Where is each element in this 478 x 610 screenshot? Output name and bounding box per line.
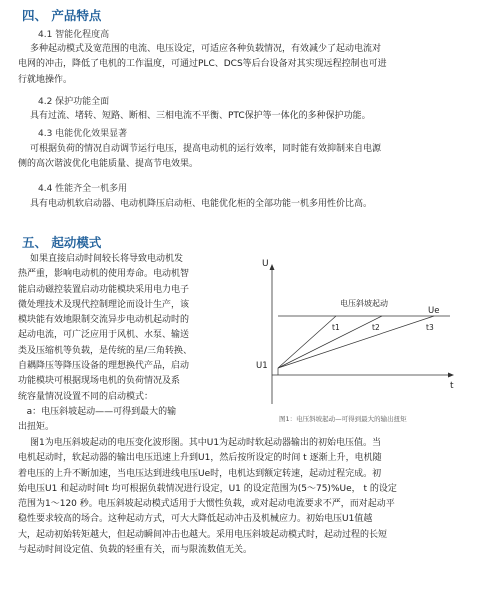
text-line: 行就地操作。 [18, 74, 73, 85]
ramp-t2 [278, 316, 382, 368]
paragraph-4-4 [30, 197, 372, 212]
text-line: 类及压缩机等负载，是传统的星/三角转换、 [18, 345, 193, 356]
text-line: 模块能有效地限制交流异步电动机起动时的 [18, 315, 190, 326]
text-line: 可根据负荷的情况自动调节运行电压，提高电动机的运行效率，同时能有效抑制来自电源 [30, 144, 382, 154]
text-line: 稳性要求较高的场合。这种起动方式，可大大降低起动冲击及机械应力。初始电压U1值越 [18, 514, 373, 525]
t-axis-arrow [448, 373, 454, 378]
text-line: 能启动磁控装置启动功能模块采用电力电子 [18, 284, 190, 295]
t1-label: t1 [332, 323, 340, 332]
text-line: 侧的高次谐波优化电能质量、提高节电效果。 [18, 159, 199, 170]
text-line: 电网的冲击，降低了电机的工作温度，可通过PLC、DCS等后台设备对其实现远程控制也可进 [18, 59, 387, 70]
u-axis-label: U [262, 259, 269, 269]
text-line: 电机起动时，软起动器的输出电压迅速上升到U1，然后按所设定的时间 t 逐渐上升，电机随 [18, 453, 382, 464]
text-line: 范围为1～120 秒。电压斜坡起动模式适用于大惯性负载，或对起动电流要求不严，而对起动平 [18, 499, 395, 510]
text-line: 与起动时间设定值、负载的轻重有关，而与限流数值无关。 [18, 545, 253, 556]
text-line: 热严重，影响电动机的使用寿命。电动机智 [18, 269, 190, 280]
figure-title: 电压斜坡起动 [340, 299, 388, 308]
t2-label: t2 [372, 323, 380, 332]
paragraph-4-3 [18, 142, 381, 173]
heading-4-2: 4.2 保护功能全面 [38, 97, 110, 107]
paragraph-5-body [18, 436, 397, 558]
paragraph-5-left [18, 252, 192, 436]
heading-4-1: 4.1 智能化程度高 [38, 30, 110, 40]
text-line: a：电压斜坡起动——可得到最大的输 [18, 406, 177, 417]
text-line: 自耦降压等降压设备的理想换代产品，启动 [18, 361, 190, 372]
text-line: 出扭矩。 [18, 422, 55, 433]
t3-label: t3 [426, 323, 434, 332]
ue-label: Ue [428, 306, 440, 316]
text-line: 统容量情况设置不同的启动模式： [18, 391, 154, 402]
text-line: 着电压的上升不断加速，当电压达到进线电压Ue时，电机达到额定转速，起动过程完成。初 [18, 468, 382, 479]
paragraph-4-2 [30, 109, 371, 124]
section-4-title: 四、 产品特点 [22, 8, 102, 23]
heading-4-3: 4.3 电能优化效果显著 [38, 129, 128, 139]
ramp-t1 [278, 316, 336, 368]
section-5-title: 五、 起动模式 [22, 235, 102, 250]
u-axis-arrow [270, 264, 275, 270]
ramp-t3 [278, 316, 434, 368]
text-line: 起动电流，可广泛应用于风机、水泵、输送 [18, 330, 190, 341]
text-line: 图1为电压斜坡起动的电压变化波形图。其中U1为起动时软起动器输出的初始电压值。当 [30, 438, 382, 448]
figure-caption: 图1：电压斜坡起动—可得到最大的输出扭矩 [279, 415, 407, 423]
text-line: 具有电动机软启动器、电动机降压启动柜、电能优化柜的全部功能一机多用性价比高。 [30, 199, 373, 209]
heading-4-4: 4.4 性能齐全一机多用 [38, 184, 128, 194]
text-line: 大，起动初始转矩越大，但起动瞬间冲击也越大。采用电压斜坡起动模式时，起动过程的长短 [18, 529, 388, 540]
text-line: 具有过流、堵转、短路、断相、三相电流不平衡、PTC保护等一体化的多种保护功能。 [30, 111, 371, 121]
text-line: 始电压U1 和起动时间t 均可根据负载情况进行设定，U1 的设定范围为(5～75)%Ue， t 的设定 [18, 483, 397, 494]
t-axis-label: t [450, 381, 454, 391]
paragraph-4-1 [18, 42, 387, 88]
text-line: 多种起动模式及宽范围的电流、电压设定，可适应各种负载情况，有效减少了起动电流对 [30, 44, 382, 54]
text-line: 如果直接启动时间较长将导致电动机发 [30, 254, 184, 264]
text-line: 功能模块可根据现场电机的负荷情况及系 [18, 376, 181, 387]
text-line: 微处理技术及现代控制理论而设计生产，该 [18, 299, 190, 310]
voltage-ramp-figure [256, 254, 470, 412]
u1-label: U1 [256, 361, 268, 371]
